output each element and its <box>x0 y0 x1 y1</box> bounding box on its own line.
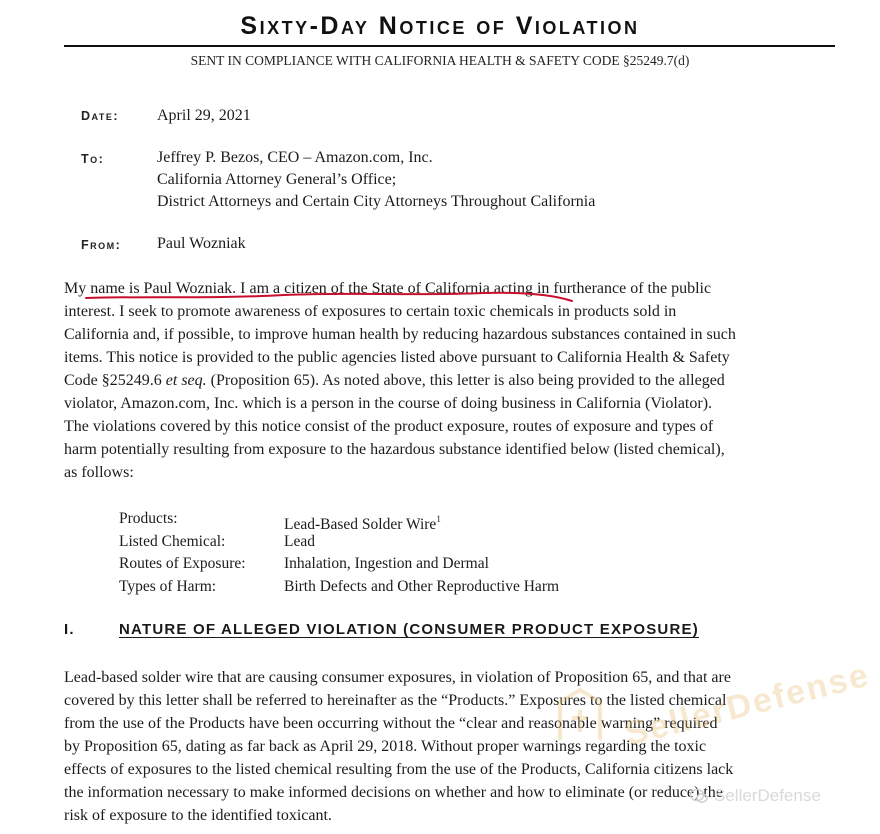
code-text-before: Code §25249.6 <box>64 372 166 389</box>
detail-label: Routes of Exposure: <box>119 555 246 573</box>
to-recipients <box>157 147 595 213</box>
section-paragraph <box>64 666 840 827</box>
document-title: Sixty-Day Notice of Violation <box>240 12 640 40</box>
date-label: Date: <box>81 109 120 123</box>
watermark-text: SellerDefense <box>621 655 874 754</box>
detail-row-products <box>119 508 559 531</box>
date-value <box>157 105 251 127</box>
products-value: Lead-Based Solder Wire <box>284 516 437 533</box>
detail-value: Birth Defects and Other Reproductive Harm <box>284 578 560 596</box>
document-subtitle: SENT IN COMPLIANCE WITH CALIFORNIA HEALTH & SAFETY CODE §25249.7(d) <box>190 53 690 68</box>
paragraph-line: risk of exposure to the identified toxicant. <box>64 807 332 824</box>
paragraph-line: by Proposition 65, dating as far back as April 29, 2018. Without proper warnings regarding the toxic <box>64 738 707 755</box>
section-title: NATURE OF ALLEGED VIOLATION (CONSUMER PRODUCT EXPOSURE) <box>119 621 699 638</box>
paragraph-line: California and, if possible, to improve human health by reducing hazardous substances contained in such <box>64 326 736 343</box>
paragraph-line: items. This notice is provided to the public agencies listed above pursuant to California Health & Safety <box>64 349 730 366</box>
detail-label: Products: <box>119 510 178 527</box>
paragraph-line: as follows: <box>64 464 134 481</box>
detail-label: Listed Chemical: <box>119 532 226 550</box>
date-value-text: April 29, 2021 <box>157 107 251 124</box>
to-label: To: <box>81 152 105 166</box>
recipient-line: District Attorneys and Certain City Attorneys Throughout California <box>157 193 596 210</box>
paragraph-line: The violations covered by this notice consist of the product exposure, routes of exposure and types of <box>64 418 714 435</box>
recipient-line: Jeffrey P. Bezos, CEO – Amazon.com, Inc. <box>157 149 433 166</box>
section-heading <box>64 621 699 638</box>
recipient-line: California Attorney General’s Office; <box>157 171 397 188</box>
footnote-marker[interactable]: 1 <box>436 514 441 524</box>
detail-row-routes <box>119 553 559 576</box>
paragraph-line-code <box>64 369 840 392</box>
from-value-text: Paul Wozniak <box>157 235 246 252</box>
paragraph-line: harm potentially resulting from exposure to the hazardous substance identified below (listed chemical), <box>64 441 725 458</box>
intro-paragraph <box>64 277 840 484</box>
detail-label: Types of Harm: <box>119 578 217 596</box>
detail-value <box>284 508 441 531</box>
code-text-after: (Proposition 65). As noted above, this letter is also being provided to the alleged <box>206 372 725 389</box>
et-seq-italic: et seq. <box>165 372 207 389</box>
paragraph-line: from the use of the Products have been occurring without the “clear and reasonable warning” required <box>64 715 718 732</box>
paragraph-line: violator, Amazon.com, Inc. which is a person in the course of doing business in California (Violator). <box>64 395 713 412</box>
title-rule <box>64 45 835 47</box>
paragraph-line: My name is Paul Wozniak. I am a citizen of the State of California acting in furtherance of the public <box>64 280 712 297</box>
detail-value: Lead <box>284 532 315 550</box>
violation-details <box>119 508 559 599</box>
section-number: I. <box>64 621 75 638</box>
from-value <box>157 233 246 255</box>
paragraph-line: effects of exposures to the listed chemical resulting from the use of the Products, California citizens lack <box>64 761 734 778</box>
detail-value: Inhalation, Ingestion and Dermal <box>284 555 489 573</box>
paragraph-line: covered by this letter shall be referred to hereinafter as the “Products.” Exposures to the listed chemical <box>64 692 727 709</box>
paragraph-line: interest. I seek to promote awareness of exposures to certain toxic chemicals in products sold in <box>64 303 677 320</box>
watermark-brand-text: SellerDefense <box>714 786 821 805</box>
detail-row-chemical <box>119 531 559 554</box>
detail-row-harm <box>119 576 559 599</box>
paragraph-line: Lead-based solder wire that are causing consumer exposures, in violation of Proposition 65, and that are <box>64 669 731 686</box>
paragraph-line: the information necessary to make informed decisions on whether and how to eliminate (or reduce) the <box>64 784 723 801</box>
from-label: From: <box>81 238 122 252</box>
